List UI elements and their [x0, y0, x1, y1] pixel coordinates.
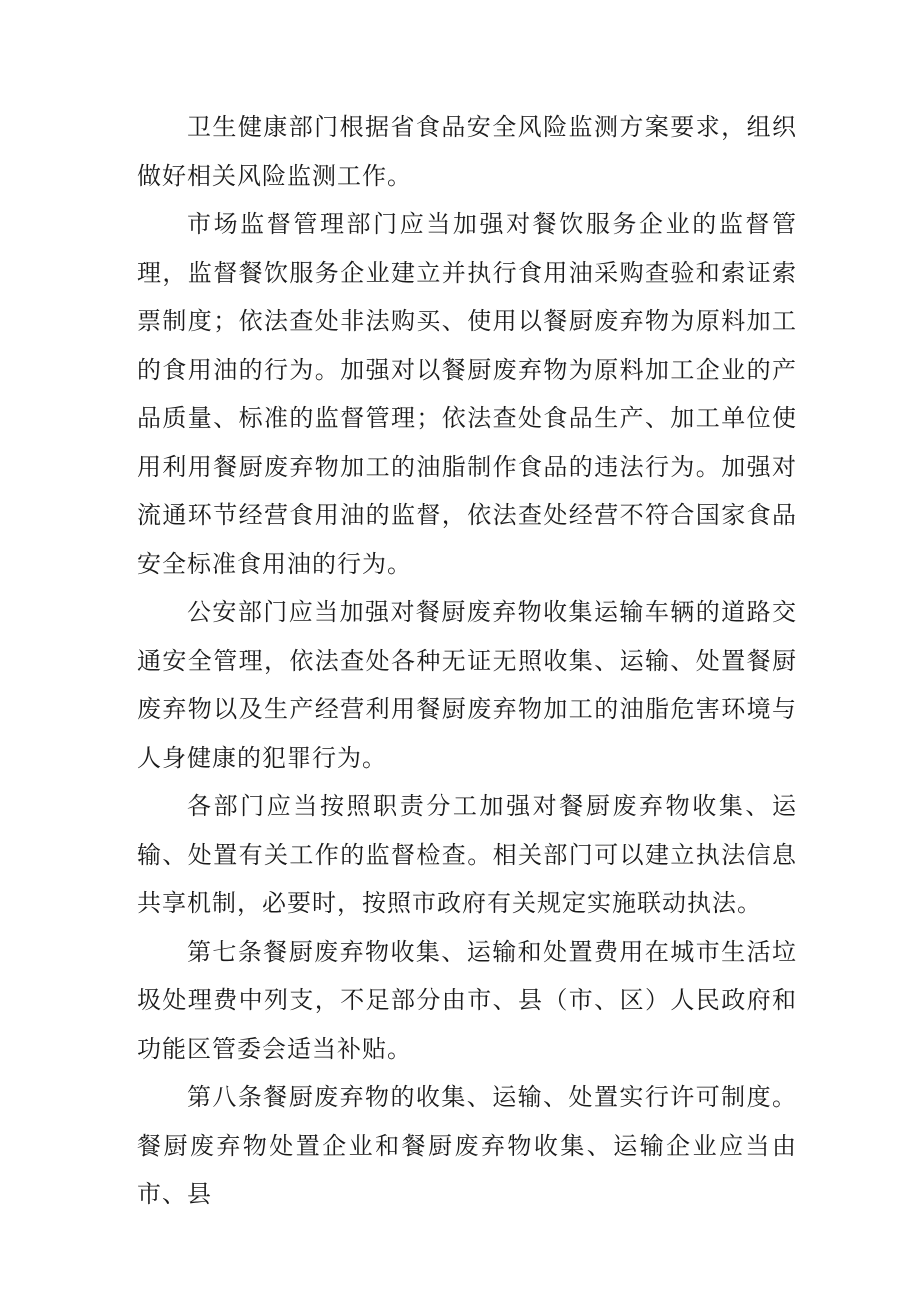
paragraph-market-supervision: 市场监督管理部门应当加强对餐饮服务企业的监督管理，监督餐饮服务企业建立并执行食用油采购查验和索证索票制度；依法查处非法购买、使用以餐厨废弃物为原料加工的食用油的行为。加强对以餐厨废弃物为原料加工企业的产品质量、标准的监督管理；依法查处食品生产、加工单位使用利用餐厨废弃物加工的油脂制作食品的违法行为。加强对流通环节经营食用油的监督，依法查处经营不符合国家食品安全标准食用油的行为。: [137, 210, 797, 578]
paragraph-article-7: 第七条餐厨废弃物收集、运输和处置费用在城市生活垃圾处理费中列支，不足部分由市、县（市、区）人民政府和功能区管委会适当补贴。: [137, 937, 797, 1063]
paragraph-health-department: 卫生健康部门根据省食品安全风险监测方案要求，组织做好相关风险监测工作。: [137, 113, 797, 190]
paragraph-article-8: 第八条餐厨废弃物的收集、运输、处置实行许可制度。餐厨废弃物处置企业和餐厨废弃物收集、运输企业应当由市、县: [137, 1083, 797, 1208]
document-body: [137, 103, 797, 1219]
paragraph-public-security: 公安部门应当加强对餐厨废弃物收集运输车辆的道路交通安全管理，依法查处各种无证无照收集、运输、处置餐厨废弃物以及生产经营利用餐厨废弃物加工的油脂危害环境与人身健康的犯罪行为。: [137, 598, 797, 772]
paragraph-joint-supervision: 各部门应当按照职责分工加强对餐厨废弃物收集、运输、处置有关工作的监督检查。相关部门可以建立执法信息共享机制，必要时，按照市政府有关规定实施联动执法。: [137, 792, 797, 917]
